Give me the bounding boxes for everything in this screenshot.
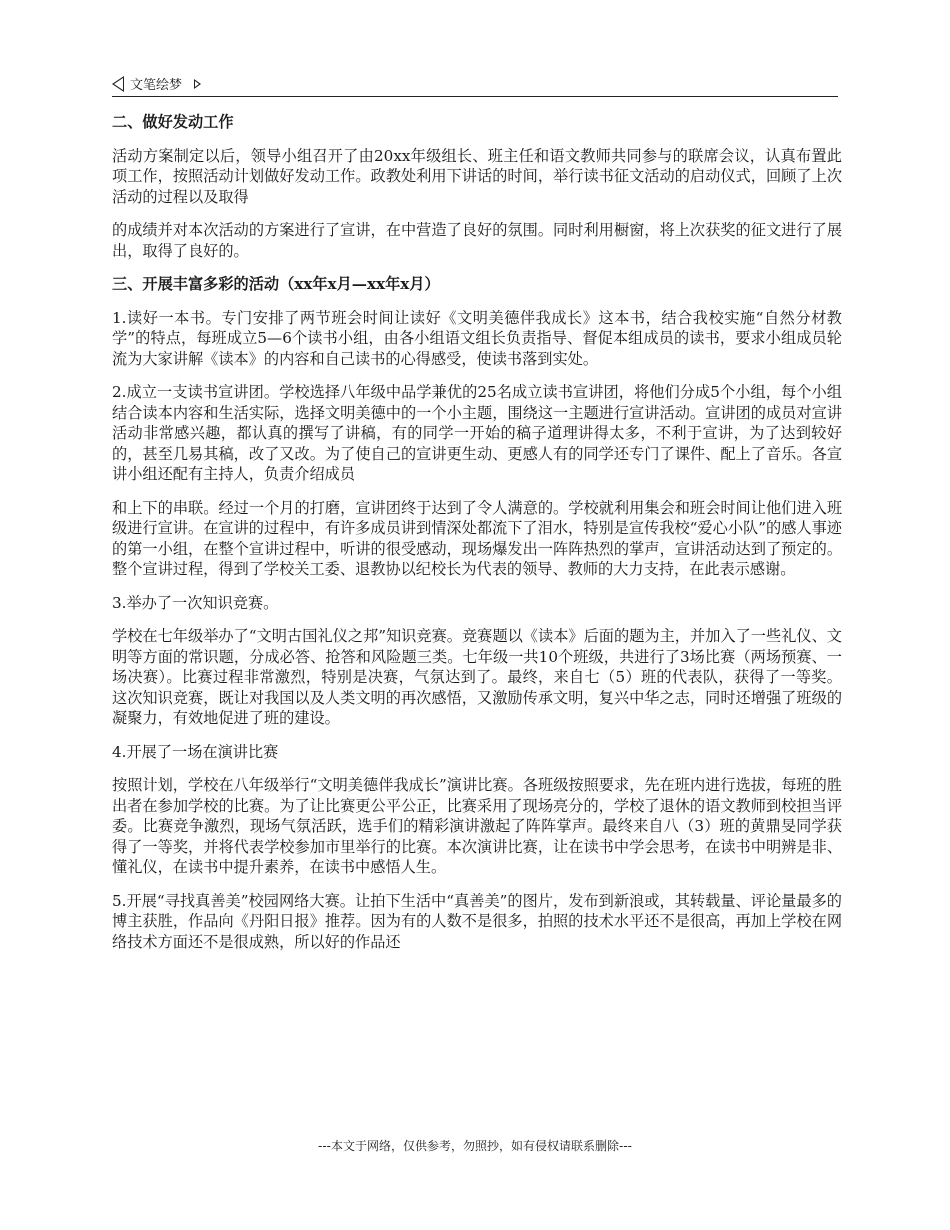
triangle-left-icon [112, 76, 124, 92]
section-3-item-2b: 和上下的串联。经过一个月的打磨，宣讲团终于达到了令人满意的。学校就利用集会和班会时间让他们进入班级进行宣讲。在宣讲的过程中，有许多成员讲到情深处都流下了泪水，特别是宣传我校“爱心小队”的感人事迹的第一小组，在整个宣讲过程中，听讲的很受感动，现场爆发出一阵阵热烈的掌声，宣讲活动达到了预定的。整个宣讲过程，得到了学校关工委、退教协以纪校长为代表的领导、教师的大力支持，在此表示感谢。 [112, 498, 842, 578]
section-3-item-4-title: 4.开展了一场在演讲比赛 [112, 742, 279, 761]
footer-notice: ---本文于网络，仅供参考，勿照抄，如有侵权请联系删除--- [318, 1139, 632, 1153]
section-3-item-5: 5.开展“寻找真善美”校园网络大赛。让拍下生活中“真善美”的图片，发布到新浪或，其转载量、评论量最多的博主获胜，作品向《丹阳日报》推荐。因为有的人数不是很多，拍照的技术水平还不是很高，再加上学校在网络技术方面还不是很成熟，所以好的作品还 [112, 891, 842, 951]
section-3-item-3-body: 学校在七年级举办了“文明古国礼仪之邦”知识竞赛。竞赛题以《读本》后面的题为主，并加入了一些礼仪、文明等方面的常识题，分成必答、抢答和风险题三类。七年级一共10个班级，共进行了3场比赛（两场预赛、一场决赛）。比赛过程非常激烈，特别是决赛，气氛达到了。最终，来自七（5）班的代表队，获得了一等奖。这次知识竞赛，既让对我国以及人类文明的再次感悟，又激励传承文明，复兴中华之志，同时还增强了班级的凝聚力，有效地促进了班的建设。 [112, 627, 842, 727]
section-2-paragraph-2: 的成绩并对本次活动的方案进行了宣讲，在中营造了良好的氛围。同时利用橱窗，将上次获奖的征文进行了展出，取得了良好的。 [112, 221, 842, 260]
section-3-heading: 三、开展丰富多彩的活动（xx年x月—xx年x月） [112, 275, 440, 293]
section-2-heading: 二、做好发动工作 [112, 113, 234, 131]
page-header [112, 72, 838, 97]
brand-label: 文笔绘梦 [130, 78, 183, 93]
section-3-item-1: 1.读好一本书。专门安排了两节班会时间让读好《文明美德伴我成长》这本书，结合我校实施“自然分材教学”的特点，每班成立5—6个读书小组，由各小组语文组长负责指导、督促本组成员的读书，要求小组成员轮流为大家讲解《读本》的内容和自己读书的心得感受，使读书落到实处。 [112, 308, 842, 368]
section-3-item-2a: 2.成立一支读书宣讲团。学校选择八年级中品学兼优的25名成立读书宣讲团，将他们分成5个小组，每个小组结合读本内容和生活实际，选择文明美德中的一个小主题，围绕这一主题进行宣讲活动。宣讲团的成员对宣讲活动非常感兴趣，都认真的撰写了讲稿，有的同学一开始的稿子道理讲得太多，不利于宣讲，为了达到较好的，甚至几易其稿，改了又改。为了使自己的宣讲更生动、更感人有的同学还专门了课件、配上了音乐。各宣讲小组还配有主持人，负责介绍成员 [112, 383, 842, 483]
section-3-item-4-body: 按照计划，学校在八年级举行“文明美德伴我成长”演讲比赛。各班级按照要求，先在班内进行选拔，每班的胜出者在参加学校的比赛。为了让比赛更公平公正，比赛采用了现场亮分的，学校了退休的语文教师到校担当评委。比赛竞争激烈，现场气氛活跃，选手们的精彩演讲激起了阵阵掌声。最终来自八（3）班的黄鼎旻同学获得了一等奖，并将代表学校参加市里举行的比赛。本次演讲比赛，让在读书中学会思考，在读书中明辨是非、懂礼仪，在读书中提升素养，在读书中感悟人生。 [112, 776, 842, 876]
section-2-paragraph-1: 活动方案制定以后，领导小组召开了由20xx年级组长、班主任和语文教师共同参与的联席会议，认真布置此项工作，按照活动计划做好发动工作。政教处利用下讲话的时间，举行读书征文活动的启动仪式，回顾了上次活动的过程以及取得 [112, 146, 842, 206]
section-3-item-3-title: 3.举办了一次知识竞赛。 [112, 593, 279, 612]
triangle-right-icon [194, 79, 201, 89]
document-body [112, 112, 842, 965]
header-brand [112, 74, 201, 93]
